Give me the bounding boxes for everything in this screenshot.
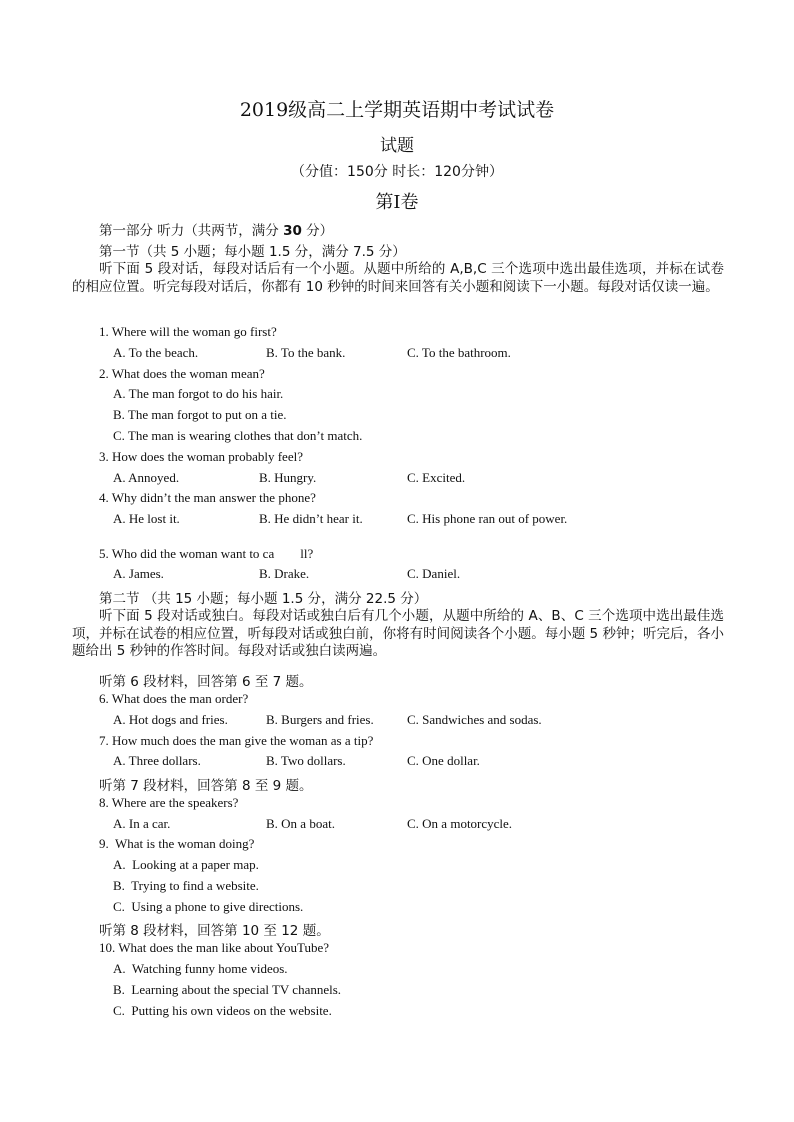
question-5-option-c: C. Daniel. <box>407 566 461 581</box>
question-1-option-b: B. To the bank. <box>266 345 346 360</box>
question-9-stem: 9. What is the woman doing? <box>99 836 255 851</box>
question-7-option-c: C. One dollar. <box>407 753 480 768</box>
part1-heading: 第一部分 听力（共两节，满分 30 分） <box>99 223 334 239</box>
question-6-option-c: C. Sandwiches and sodas. <box>407 712 542 727</box>
section1-instructions: 听下面 5 段对话，每段对话后有一个小题。从题中所给的 A,B,C 三个选项中选出最佳选项，并标在试卷的相应位置。听完每段对话后，你都有 10 秒钟的时间来回答有关小题和阅读下一小题。每段对话仅读一遍。 <box>72 261 724 295</box>
question-3-option-a: A. Annoyed. <box>113 470 180 485</box>
material-8-heading: 听第 8 段材料，回答第 10 至 12 题。 <box>99 923 330 939</box>
question-9-option-c: C. Using a phone to give directions. <box>113 899 304 914</box>
question-1-option-c: C. To the bathroom. <box>407 345 511 360</box>
material-6-heading: 听第 6 段材料，回答第 6 至 7 题。 <box>99 674 313 690</box>
question-4-option-a: A. He lost it. <box>113 511 180 526</box>
question-9-option-b: B. Trying to find a website. <box>113 878 259 893</box>
question-8-stem: 8. Where are the speakers? <box>99 795 239 810</box>
question-4-option-c: C. His phone ran out of power. <box>407 511 568 526</box>
question-3-option-b: B. Hungry. <box>259 470 317 485</box>
question-10-option-b: B. Learning about the special TV channels. <box>113 982 342 997</box>
question-3-stem: 3. How does the woman probably feel? <box>99 449 303 464</box>
question-9-option-a: A. Looking at a paper map. <box>113 857 259 872</box>
section2-heading: 第二节 （共 15 小题；每小题 1.5 分，满分 22.5 分） <box>99 591 428 607</box>
question-2-option-b: B. The man forgot to put on a tie. <box>113 407 287 422</box>
question-4-stem: 4. Why didn’t the man answer the phone? <box>99 490 316 505</box>
question-6-option-b: B. Burgers and fries. <box>266 712 374 727</box>
question-2-option-c: C. The man is wearing clothes that don’t match. <box>113 428 363 443</box>
question-7-option-a: A. Three dollars. <box>113 753 201 768</box>
section2-instructions: 听下面 5 段对话或独白。每段对话或独白后有几个小题，从题中所给的 A、B、C 三个选项中选出最佳选项，并标在试卷的相应位置，听每段对话或独白前，你将有时间阅读各个小题。每小题 5 秒钟；听完后，各小题给出 5 秒钟的作答时间。每段对话或独白读两遍。 <box>72 608 724 659</box>
material-7-heading: 听第 7 段材料，回答第 8 至 9 题。 <box>99 778 313 794</box>
question-4-option-b: B. He didn’t hear it. <box>259 511 363 526</box>
question-10-stem: 10. What does the man like about YouTube? <box>99 940 330 955</box>
exam-subtitle: 试题 <box>380 136 414 156</box>
question-7-stem: 7. How much does the man give the woman as a tip? <box>99 733 374 748</box>
question-10-option-a: A. Watching funny home videos. <box>113 961 288 976</box>
question-5-option-b: B. Drake. <box>259 566 310 581</box>
question-7-option-b: B. Two dollars. <box>266 753 346 768</box>
question-2-option-a: A. The man forgot to do his hair. <box>113 386 284 401</box>
question-1-option-a: A. To the beach. <box>113 345 199 360</box>
exam-title: 2019级高二上学期英语期中考试试卷 <box>239 99 555 121</box>
question-2-stem: 2. What does the woman mean? <box>99 366 265 381</box>
section1-heading: 第一节（共 5 小题；每小题 1.5 分，满分 7.5 分） <box>99 244 406 260</box>
question-1-stem: 1. Where will the woman go first? <box>99 324 277 339</box>
exam-info: （分值：150分 时长：120分钟） <box>291 164 503 180</box>
volume-heading: 第Ⅰ卷 <box>375 192 419 213</box>
question-3-option-c: C. Excited. <box>407 470 466 485</box>
question-6-stem: 6. What does the man order? <box>99 691 249 706</box>
question-8-option-c: C. On a motorcycle. <box>407 816 513 831</box>
question-10-option-c: C. Putting his own videos on the website. <box>113 1003 332 1018</box>
question-8-option-b: B. On a boat. <box>266 816 335 831</box>
question-5-stem: 5. Who did the woman want to ca ll? <box>99 546 314 561</box>
question-8-option-a: A. In a car. <box>113 816 171 831</box>
question-6-option-a: A. Hot dogs and fries. <box>113 712 228 727</box>
question-5-option-a: A. James. <box>113 566 164 581</box>
